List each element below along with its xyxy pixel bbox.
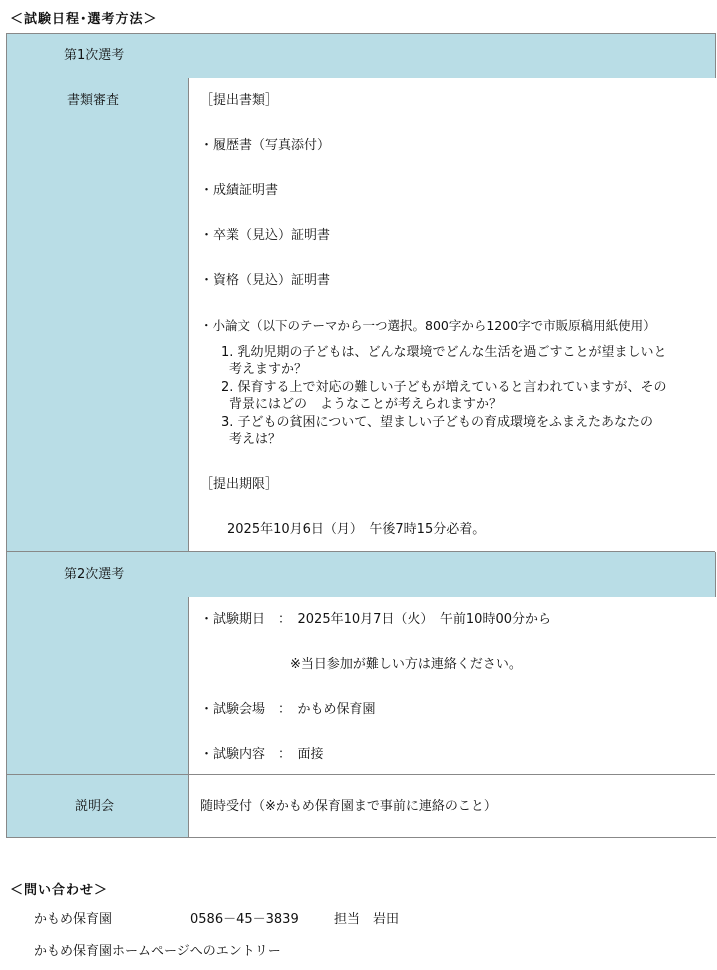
contact-person: 担当 岩田 bbox=[334, 912, 400, 927]
homepage-entry-link[interactable]: かもめ保育園ホームページへのエントリー bbox=[34, 944, 281, 959]
row-divider bbox=[7, 551, 715, 552]
essay-theme-line: 考えますか？ bbox=[229, 362, 308, 377]
round1-method: 書類審査 bbox=[67, 93, 120, 108]
document-item: ・成績証明書 bbox=[200, 183, 279, 198]
documents-heading: ［提出書類］ bbox=[200, 93, 279, 108]
contact-phone: 0586－45－3839 bbox=[190, 912, 299, 927]
round2-label: 第2次選考 bbox=[64, 567, 125, 582]
briefing-value: 随時受付（※かもめ保育園まで事前に連絡のこと） bbox=[200, 799, 497, 814]
briefing-detail-cell bbox=[188, 775, 716, 837]
exam-content: ・試験内容 ： 面接 bbox=[200, 747, 324, 762]
document-item: ・履歴書（写真添付） bbox=[200, 138, 331, 153]
document-item: ・卒業（見込）証明書 bbox=[200, 228, 331, 243]
essay-theme-line: 3. 子どもの貧困について、望ましい子どもの育成環境をふまえたあなたの bbox=[221, 415, 654, 430]
essay-theme-line: 考えは？ bbox=[229, 432, 282, 447]
exam-date: ・試験期日 ： 2025年10月7日（火） 午前10時00分から bbox=[200, 612, 551, 627]
essay-theme-line: 2. 保育する上で対応の難しい子どもが増えていると言われていますが、その bbox=[221, 380, 667, 395]
round1-detail-cell bbox=[188, 78, 716, 552]
schedule-heading: ＜試験日程･選考方法＞ bbox=[10, 12, 158, 27]
round1-label: 第1次選考 bbox=[64, 48, 125, 63]
essay-theme-line: 1. 乳幼児期の子どもは、どんな環境でどんな生活を過ごすことが望ましいと bbox=[221, 345, 667, 360]
contact-heading: ＜問い合わせ＞ bbox=[10, 883, 109, 898]
exam-venue: ・試験会場 ： かもめ保育園 bbox=[200, 702, 376, 717]
essay-theme-line: 背景にはどの ようなことが考えられますか？ bbox=[229, 397, 503, 412]
schedule-table bbox=[6, 33, 716, 838]
document-item-essay: ・小論文（以下のテーマから一つ選択。800字から1200字で市販原稿用紙使用） bbox=[200, 318, 656, 333]
contact-name: かもめ保育園 bbox=[34, 912, 113, 927]
round2-detail-cell bbox=[188, 597, 716, 775]
briefing-label: 説明会 bbox=[75, 799, 115, 814]
deadline-value: 2025年10月6日（月） 午後7時15分必着。 bbox=[227, 522, 486, 537]
document-item: ・資格（見込）証明書 bbox=[200, 273, 331, 288]
absence-note: ※当日参加が難しい方は連絡ください。 bbox=[290, 657, 522, 672]
deadline-heading: ［提出期限］ bbox=[200, 477, 279, 492]
